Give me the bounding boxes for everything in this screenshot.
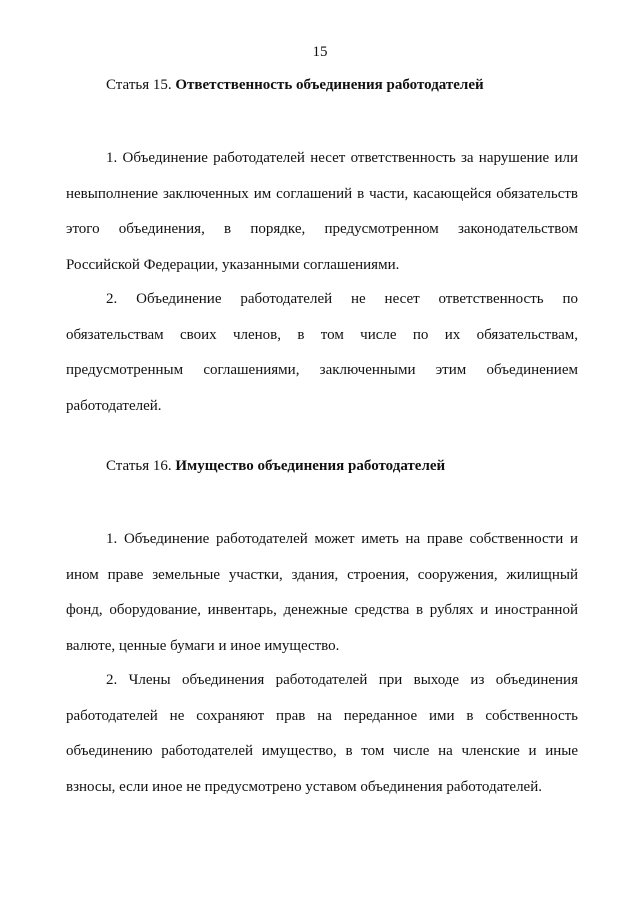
article-16-paragraph-2: 2. Члены объединения работодателей при выходе из объединения работодателей не сохраняют прав на переданное ими в собственность объединению работодателей имущество, в том числе на членские и иные взносы, если иное не предусмотрено уставом объединения работодателей.: [66, 672, 578, 795]
article-16-paragraph-1: 1. Объединение работодателей может иметь на праве собственности и ином праве земельные участки, здания, строения, сооружения, жилищный фонд, оборудование, инвентарь, денежные средства в рублях и иностранной валюте, ценные бумаги и иное имущество.: [66, 531, 578, 654]
article-15-heading: [106, 77, 484, 94]
article-16-label: Статья 16.: [106, 458, 172, 474]
article-15-label: Статья 15.: [106, 77, 172, 93]
article-15-paragraph-2: 2. Объединение работодателей не несет ответственность по обязательствам своих членов, в том числе по их обязательствам, предусмотренным соглашениями, заключенными этим объединением работодателей.: [66, 291, 578, 414]
article-15-title: Ответственность объединения работодателей: [175, 77, 484, 93]
article-16-heading: [106, 458, 445, 475]
article-15-paragraph-1: 1. Объединение работодателей несет ответственность за нарушение или невыполнение заключенных им соглашений в части, касающейся обязательств этого объединения, в порядке, предусмотренном законодательством Российской Федерации, указанными соглашениями.: [66, 150, 578, 273]
article-16-title: Имущество объединения работодателей: [175, 458, 446, 474]
page-number: 15: [312, 44, 328, 60]
